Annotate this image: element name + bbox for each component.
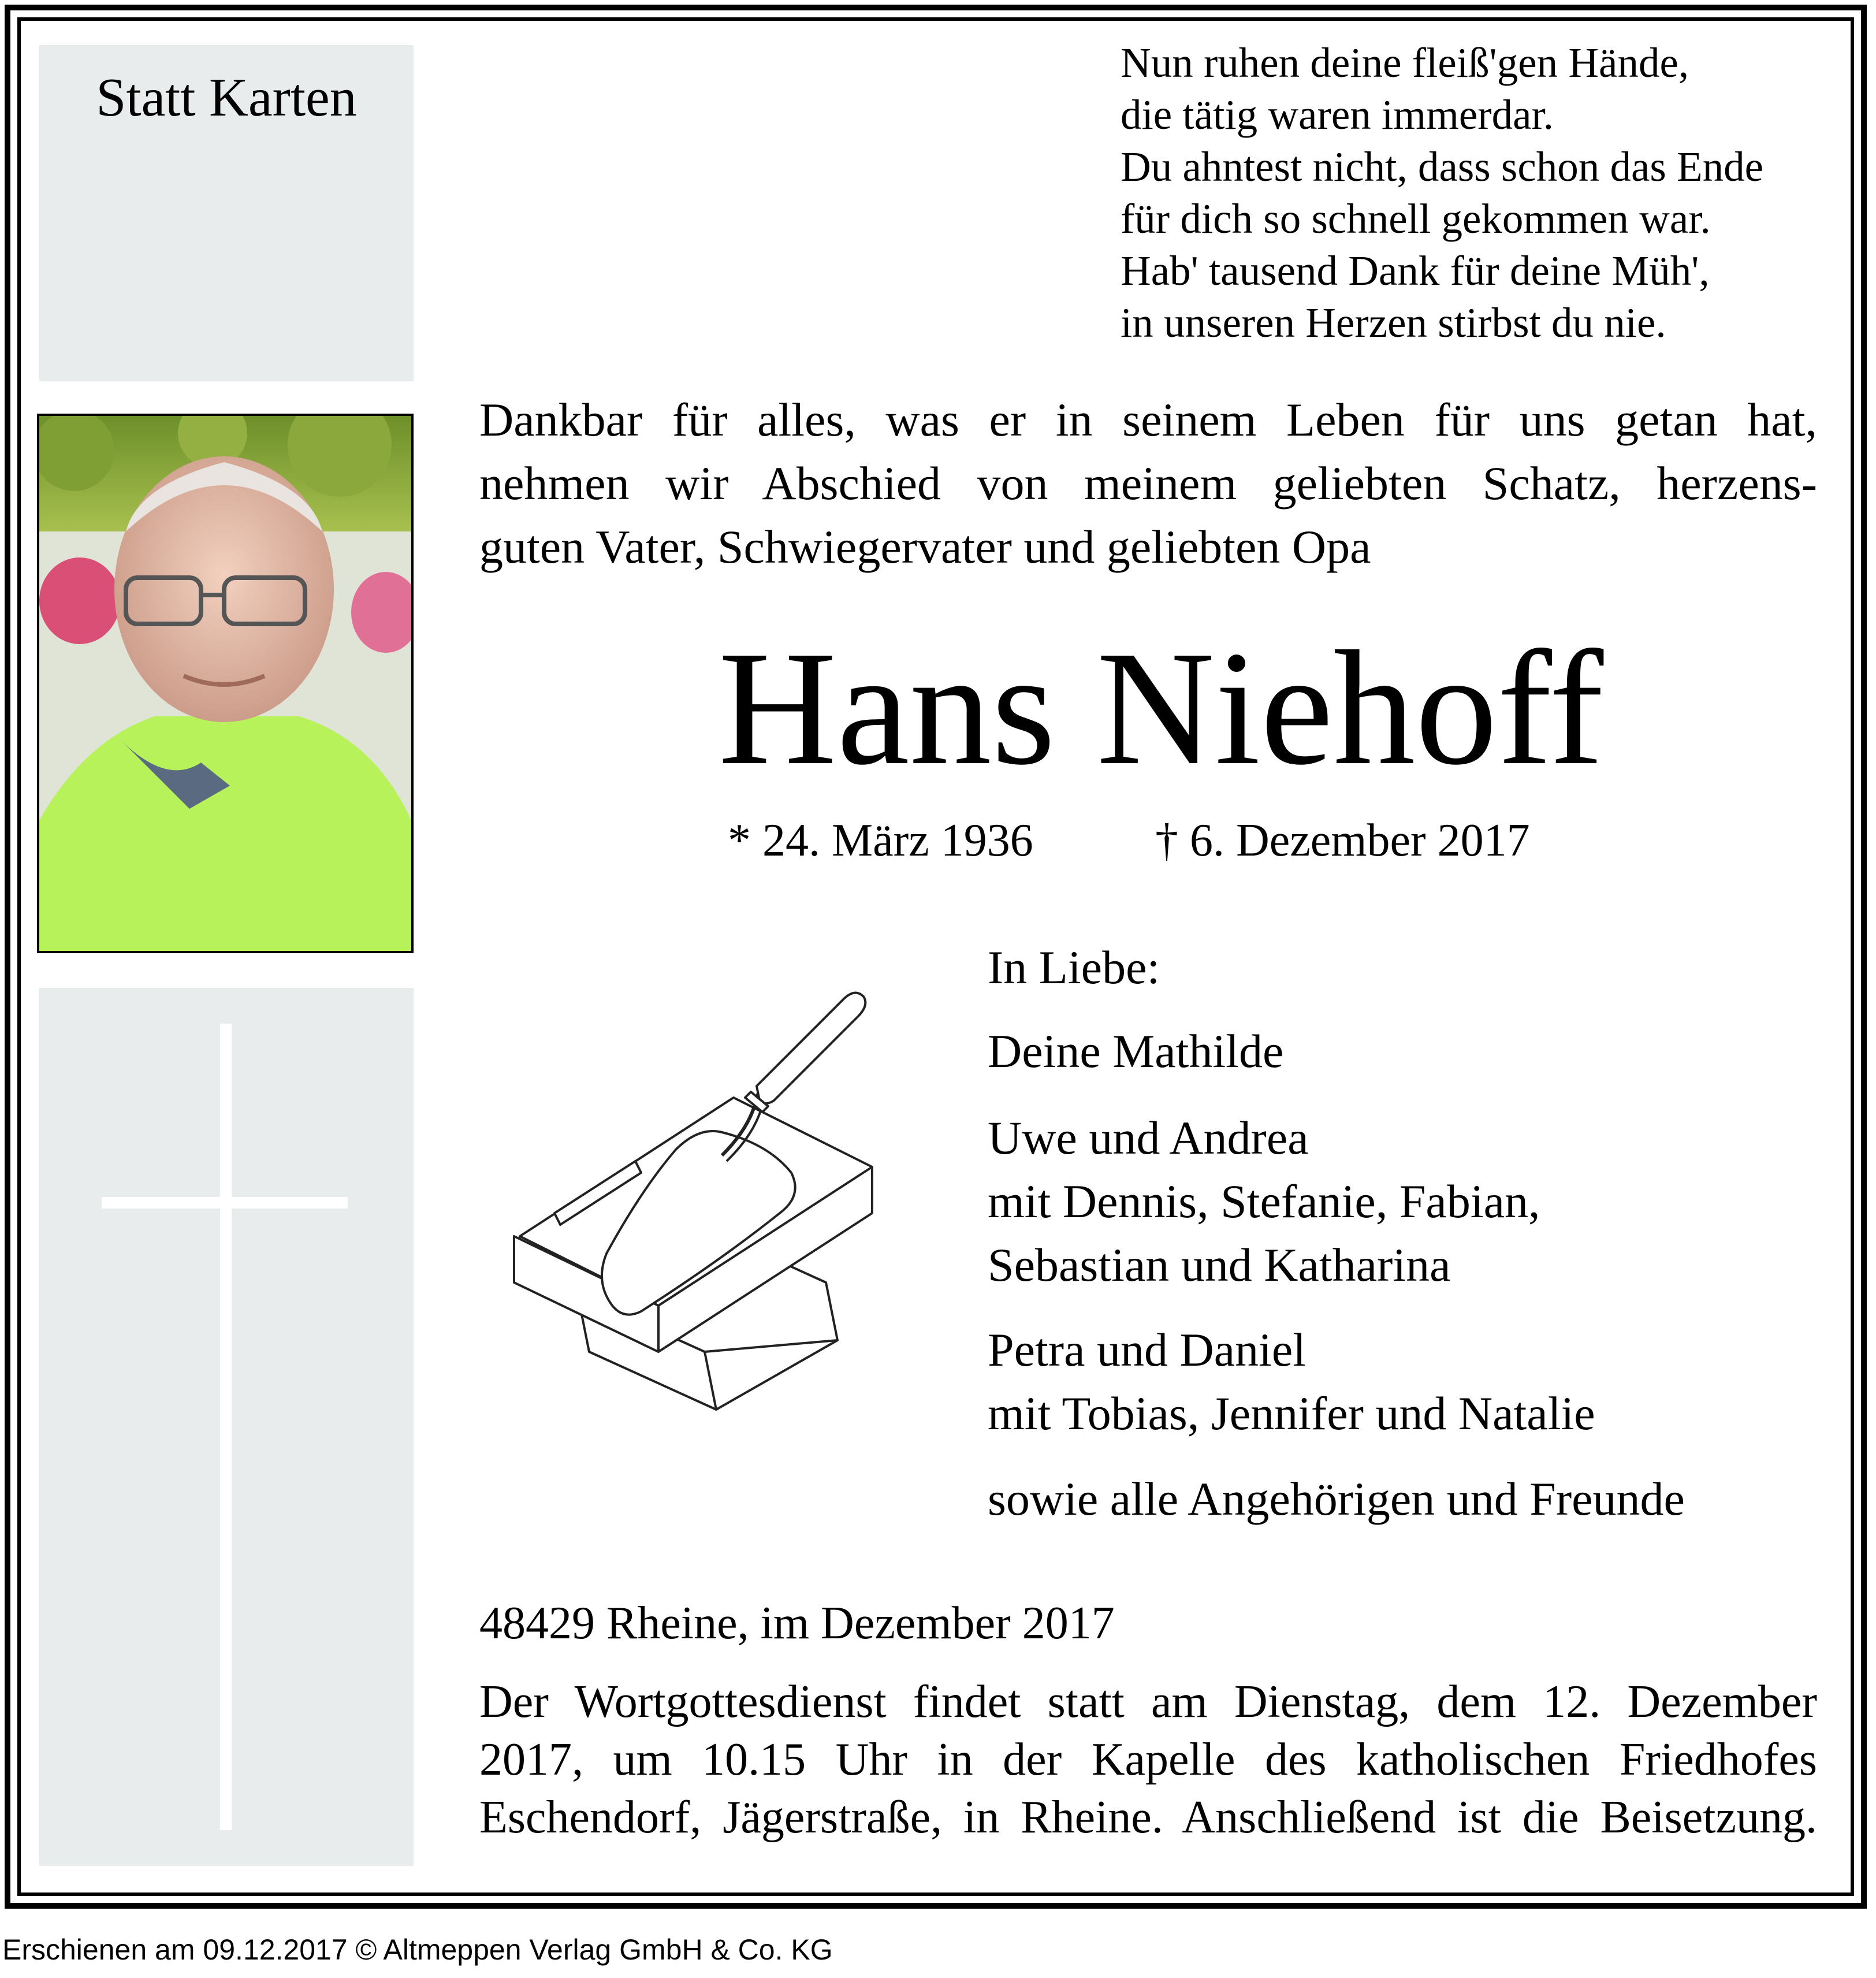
- poem-line: Hab' tausend Dank für deine Müh',: [1121, 247, 1710, 294]
- family-group2-line: Petra und Daniel: [988, 1323, 1306, 1376]
- cross-icon-bar: [102, 1197, 348, 1209]
- deceased-name: Hans Niehoff: [718, 618, 1604, 799]
- service-notice: [479, 1673, 1817, 1846]
- family-group1-line: Uwe und Andrea: [988, 1111, 1309, 1164]
- poem-line: die tätig waren immerdar.: [1121, 91, 1554, 138]
- family-others: sowie alle Angehörigen und Freunde: [988, 1473, 1685, 1525]
- cross-icon: [220, 1024, 232, 1830]
- death-date: † 6. Dezember 2017: [1155, 815, 1530, 866]
- service-line: Der Wortgottesdienst findet statt am Dienstag, dem 12. Dezember: [479, 1676, 1817, 1727]
- service-line: Eschendorf, Jägerstraße, in Rheine. Anschließend ist die Beisetzung.: [479, 1792, 1817, 1843]
- birth-date: * 24. März 1936: [728, 815, 1033, 866]
- poem-line: für dich so schnell gekommen war.: [1121, 195, 1711, 242]
- place-date: 48429 Rheine, im Dezember 2017: [479, 1598, 1115, 1649]
- intro-line: guten Vater, Schwiegervater und geliebten Opa: [479, 520, 1371, 573]
- intro-line: nehmen wir Abschied von meinem geliebten Schatz, herzens-: [479, 457, 1817, 510]
- poem-line: Du ahntest nicht, dass schon das Ende: [1121, 143, 1764, 190]
- family-group1-line: mit Dennis, Stefanie, Fabian,: [988, 1175, 1540, 1228]
- intro-text: [479, 388, 1817, 579]
- publication-footer: Erschienen am 09.12.2017 © Altmeppen Verlag GmbH & Co. KG: [2, 1934, 833, 1966]
- family-spouse: Deine Mathilde: [988, 1025, 1284, 1077]
- trowel-bricks-icon: [502, 982, 895, 1433]
- family-group1-line: Sebastian und Katharina: [988, 1239, 1451, 1291]
- statt-karten-label: Statt Karten: [96, 68, 357, 128]
- poem-line: Nun ruhen deine fleiß'gen Hände,: [1121, 39, 1689, 86]
- portrait-photo: [37, 414, 414, 953]
- family-group2-line: mit Tobias, Jennifer und Natalie: [988, 1387, 1595, 1440]
- poem-line: in unseren Herzen stirbst du nie.: [1121, 299, 1666, 346]
- poem: [1121, 37, 1860, 349]
- service-line: 2017, um 10.15 Uhr in der Kapelle des katholischen Friedhofes: [479, 1734, 1817, 1785]
- family-heading: In Liebe:: [988, 941, 1160, 994]
- intro-line: Dankbar für alles, was er in seinem Leben für uns getan hat,: [479, 393, 1817, 446]
